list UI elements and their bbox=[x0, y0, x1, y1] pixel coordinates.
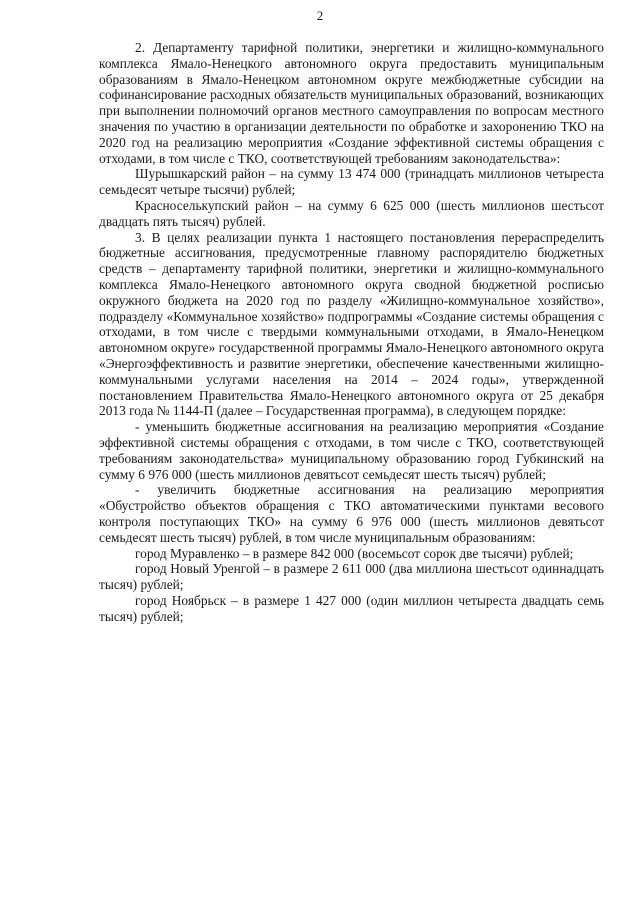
page-number: 2 bbox=[316, 8, 324, 23]
document-body bbox=[99, 40, 604, 624]
paragraph-krasnoselkupsky-district: Красноселькупский район – на сумму 6 625 000 (шесть миллионов шестьсот двадцать пять тысяч) рублей. bbox=[99, 197, 604, 229]
paragraph-noyabrsk: город Ноябрьск – в размере 1 427 000 (один миллион четыреста двадцать семь тысяч) рублей; bbox=[99, 592, 604, 624]
paragraph-item-2-subsidies: 2. Департаменту тарифной политики, энергетики и жилищно-коммунального комплекса Ямало-Ненецкого автономного округа предоставить муниципальным образованиям в Ямало-Ненецком автономном округе межбюджетные субсидии на софинансирование расходных обязательств муниципальных образований, возникающих при выполнении полномочий органов местного самоуправления по вопросам местного значения по участию в организации деятельности по обработке и захоронению ТКО на 2020 год на реализацию мероприятия «Создание эффективной системы обращения с отходами, в том числе с ТКО, соответствующей требованиям законодательства»: bbox=[99, 40, 604, 166]
paragraph-increase-allocations: - увеличить бюджетные ассигнования на реализацию мероприятия «Обустройство объектов обращения с ТКО автоматическими пунктами весового контроля поступающих ТКО» на сумму 6 976 000 (шесть миллионов девятьсот семьдесят шесть тысяч) рублей, в том числе муниципальным образованиям: bbox=[99, 482, 604, 545]
paragraph-novy-urengoy: город Новый Уренгой – в размере 2 611 000 (два миллиона шестьсот одиннадцать тысяч) рублей; bbox=[99, 561, 604, 593]
paragraph-decrease-allocations: - уменьшить бюджетные ассигнования на реализацию мероприятия «Создание эффективной системы обращения с отходами, в том числе с ТКО, соответствующей требованиям законодательства» муниципальному образованию город Губкинский на сумму 6 976 000 (шесть миллионов девятьсот семьдесят шесть тысяч) рублей; bbox=[99, 419, 604, 482]
paragraph-item-3-redistribution: 3. В целях реализации пункта 1 настоящего постановления перераспределить бюджетные ассигнования, предусмотренные главному распорядителю бюджетных средств – департаменту тарифной политики, энергетики и жилищно-коммунального комплекса Ямало-Ненецкого автономного округа сводной бюджетной росписью окружного бюджета на 2020 год по разделу «Жилищно-коммунальное хозяйство», подразделу «Коммунальное хозяйство» подпрограммы «Создание системы обращения с отходами, в том числе с твердыми коммунальными отходами, в Ямало-Ненецком автономном округе» государственной программы Ямало-Ненецкого автономного округа «Энергоэффективность и развитие энергетики, обеспечение качественными жилищно-коммунальными услугами населения на 2014 – 2024 годы», утвержденной постановлением Правительства Ямало-Ненецкого автономного округа от 25 декабря 2013 года № 1144-П (далее – Государственная программа), в следующем порядке: bbox=[99, 229, 604, 419]
paragraph-muravlenko: город Муравленко – в размере 842 000 (восемьсот сорок две тысячи) рублей; bbox=[135, 545, 574, 561]
paragraph-shuryshkarsky-district: Шурышкарский район – на сумму 13 474 000 (тринадцать миллионов четыреста семьдесят четыре тысячи) рублей; bbox=[99, 166, 604, 198]
